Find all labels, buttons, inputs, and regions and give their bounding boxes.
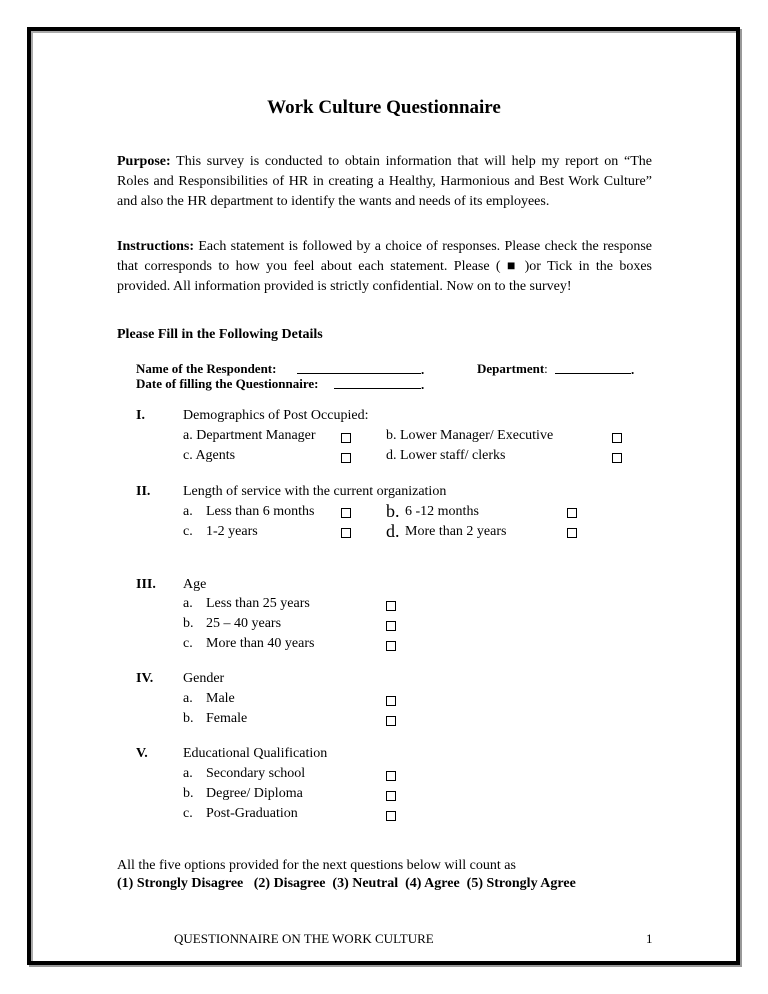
footer-text: QUESTIONNAIRE ON THE WORK CULTURE: [174, 931, 434, 946]
option-label: 6 -12 months: [405, 504, 479, 519]
checkbox[interactable]: [567, 507, 577, 523]
page-number: 1: [646, 931, 653, 946]
option-label: Less than 6 months: [206, 504, 315, 519]
section-number: II.: [136, 484, 151, 499]
section-number: I.: [136, 408, 145, 423]
option-label: Female: [206, 711, 248, 726]
checkbox[interactable]: [386, 600, 396, 616]
department-field[interactable]: [555, 361, 634, 378]
date-field[interactable]: [334, 376, 424, 393]
option-letter: c.: [183, 806, 193, 821]
option-letter: b.: [183, 786, 194, 801]
instructions-paragraph: [117, 237, 652, 297]
checkbox[interactable]: [386, 715, 396, 731]
section-number: III.: [136, 577, 156, 592]
section-title: Length of service with the current organization: [183, 484, 447, 499]
checkbox[interactable]: [386, 770, 396, 786]
option-label: More than 40 years: [206, 636, 315, 651]
checkbox[interactable]: [386, 810, 396, 826]
checkbox[interactable]: [386, 790, 396, 806]
option-label: a. Department Manager: [183, 428, 316, 443]
dot: .: [631, 362, 635, 377]
department-label-text: Department: [477, 361, 545, 376]
dot: .: [421, 377, 425, 392]
option-letter: a.: [183, 691, 193, 706]
checkbox[interactable]: [612, 452, 622, 468]
option-label: Less than 25 years: [206, 596, 310, 611]
colon: :: [544, 361, 548, 376]
section-title: Demographics of Post Occupied:: [183, 408, 369, 423]
option-label: Post-Graduation: [206, 806, 298, 821]
instructions-label: Instructions:: [117, 239, 195, 254]
respondent-name-label: Name of the Respondent:: [136, 361, 277, 376]
checkbox[interactable]: [386, 640, 396, 656]
purpose-text: This survey is conducted to obtain information that will help my report on “The Roles and Responsibilities of HR in creating a Healthy, Harmonious and Best Work Culture” and also the HR department to identify the wants and needs of its employees.: [117, 154, 652, 209]
section-title: Age: [183, 577, 207, 592]
option-label: Male: [206, 691, 235, 706]
option-letter: b.: [183, 616, 194, 631]
option-label: d. Lower staff/ clerks: [386, 448, 506, 463]
checkbox[interactable]: [341, 507, 351, 523]
option-letter: a.: [183, 596, 193, 611]
checkbox[interactable]: [341, 432, 351, 448]
option-letter: b.: [386, 501, 400, 521]
option-label: Degree/ Diploma: [206, 786, 303, 801]
checkbox[interactable]: [567, 527, 577, 543]
option-letter: c.: [183, 524, 193, 539]
checkbox[interactable]: [612, 432, 622, 448]
option-label: c. Agents: [183, 448, 236, 463]
section-title: Educational Qualification: [183, 746, 328, 761]
document-title: Work Culture Questionnaire: [267, 97, 501, 118]
purpose-paragraph: [117, 152, 652, 212]
scale-legend: (1) Strongly Disagree (2) Disagree (3) Neutral (4) Agree (5) Strongly Agree: [117, 876, 576, 891]
option-letter: a.: [183, 504, 193, 519]
option-letter: c.: [183, 636, 193, 651]
dot: .: [421, 362, 425, 377]
scale-intro: All the five options provided for the next questions below will count as: [117, 858, 516, 873]
checkbox[interactable]: [341, 527, 351, 543]
option-label: 25 – 40 years: [206, 616, 282, 631]
details-heading: Please Fill in the Following Details: [117, 327, 323, 342]
checkbox[interactable]: [386, 695, 396, 711]
date-label: Date of filling the Questionnaire:: [136, 376, 319, 391]
option-label: More than 2 years: [405, 524, 507, 539]
option-letter: b.: [183, 711, 194, 726]
option-label: b. Lower Manager/ Executive: [386, 428, 554, 443]
section-number: IV.: [136, 671, 154, 686]
checkbox[interactable]: [341, 452, 351, 468]
instructions-text: Each statement is followed by a choice of responses. Please check the response that corresponds to how you feel about each statement. Please ( ■ )or Tick in the boxes provided. All information provided is strictly confidential. Now on to the survey!: [117, 239, 652, 294]
option-label: Secondary school: [206, 766, 306, 781]
section-title: Gender: [183, 671, 225, 686]
department-label: [477, 361, 548, 377]
checkbox[interactable]: [386, 620, 396, 636]
option-label: 1-2 years: [206, 524, 258, 539]
option-letter: a.: [183, 766, 193, 781]
purpose-label: Purpose:: [117, 154, 171, 169]
section-number: V.: [136, 746, 148, 761]
option-letter: d.: [386, 521, 400, 541]
